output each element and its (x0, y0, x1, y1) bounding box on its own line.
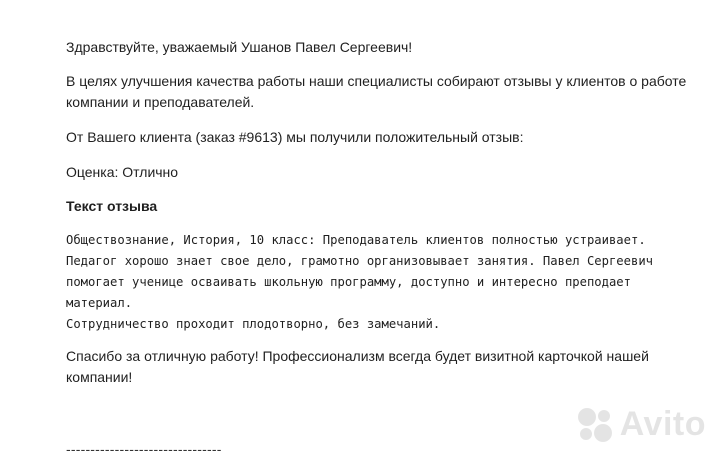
divider: -------------------------------- (66, 441, 222, 456)
review-line: помогает ученице осваивать школьную программу, доступно и интересно преподает (66, 275, 631, 289)
rating-value: Отлично (122, 164, 179, 180)
greeting: Здравствуйте, уважаемый Ушанов Павел Сергеевич! (66, 39, 413, 55)
rating (66, 162, 178, 183)
watermark-text: Avito (619, 405, 706, 443)
review-notice: От Вашего клиента (заказ #9613) мы получили положительный отзыв: (66, 129, 524, 145)
review-heading: Текст отзыва (66, 198, 158, 214)
review-text (66, 230, 653, 335)
intro-paragraph: В целях улучшения качества работы наши специалисты собирают отзывы у клиентов о работе компании и преподавателей. (66, 73, 687, 110)
review-line: Сотрудничество проходит плодотворно, без замечаний. (66, 317, 441, 331)
rating-label: Оценка: (66, 164, 119, 180)
email-body (66, 0, 706, 456)
review-line: Обществознание, История, 10 класс: Преподаватель клиентов полностью устраивает. (66, 233, 646, 247)
thanks-paragraph: Спасибо за отличную работу! Профессионализм всегда будет визитной карточкой нашей компании! (66, 348, 649, 385)
review-line: материал. (66, 296, 133, 310)
review-line: Педагог хорошо знает свое дело, грамотно организовывает занятия. Павел Сергеевич (66, 254, 653, 268)
